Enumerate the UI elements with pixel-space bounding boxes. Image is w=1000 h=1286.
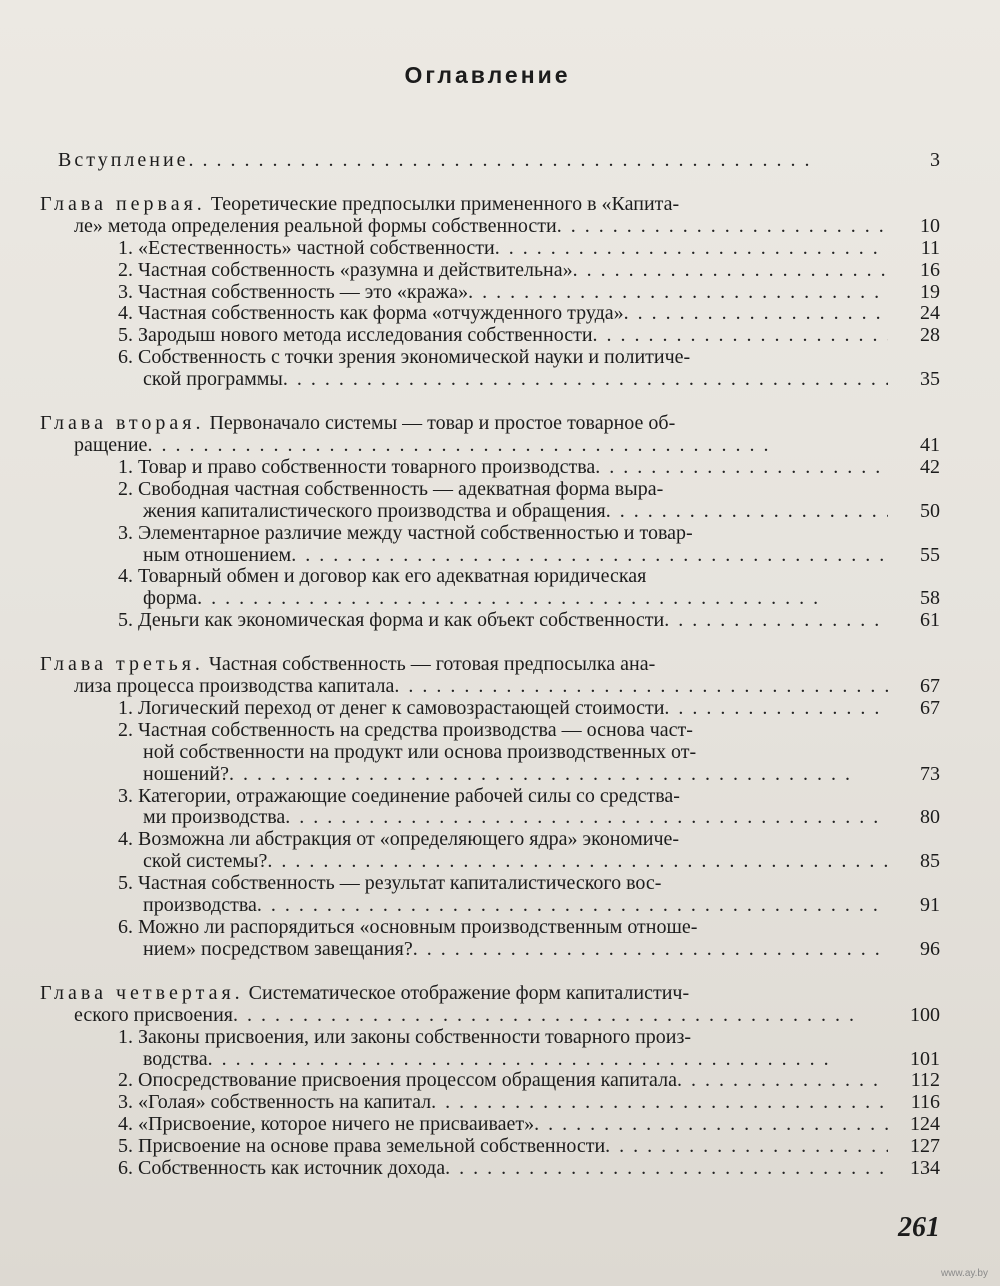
toc-line <box>40 303 940 325</box>
section-title-line: ношений? <box>143 762 229 785</box>
toc-line <box>40 1070 940 1092</box>
entry-text <box>118 479 663 501</box>
section-title-line: ной собственности на продукт или основа производственных от- <box>143 740 697 763</box>
intro-label: Вступление <box>58 149 189 171</box>
dot-leader <box>534 1114 888 1136</box>
section-title-line: Категории, отражающие соединение рабочей силы со средства- <box>138 784 680 807</box>
section-title-line: Частная собственность — результат капиталистического вос- <box>138 872 662 895</box>
section-title-line: Присвоение на основе права земельной собственности <box>138 1135 606 1158</box>
toc-line <box>40 413 940 435</box>
section-title-line: водства <box>143 1047 208 1070</box>
dot-leader <box>285 807 888 829</box>
toc-line <box>40 282 940 304</box>
toc-line <box>40 786 940 808</box>
section-number: 4. <box>118 565 133 588</box>
dot-leader <box>267 851 888 873</box>
page-ref: 19 <box>920 280 940 303</box>
toc-chapter <box>40 194 940 238</box>
section-number: 6. <box>118 1157 133 1180</box>
toc-section <box>40 917 940 961</box>
toc-section <box>40 457 940 479</box>
dot-leader <box>394 676 888 698</box>
section-number: 1. <box>118 696 133 719</box>
dot-leader <box>573 260 888 282</box>
entry-text <box>118 303 624 325</box>
toc-line <box>40 698 940 720</box>
toc-section <box>40 523 940 567</box>
toc-line <box>40 238 940 260</box>
toc-section <box>40 1027 940 1071</box>
chapter-title-line: Первоначало системы — товар и простое товарное об- <box>209 412 676 435</box>
toc-section <box>40 698 940 720</box>
section-number: 4. <box>118 302 133 325</box>
entry-text <box>118 1114 534 1136</box>
section-number: 4. <box>118 1113 133 1136</box>
page-ref: 28 <box>920 324 940 347</box>
page-ref: 67 <box>920 675 940 698</box>
section-title-line: Зародыш нового метода исследования собственности <box>138 324 593 347</box>
toc-line <box>40 523 940 545</box>
entry-text <box>143 1049 208 1071</box>
toc-line <box>40 1005 940 1027</box>
chapter-title-line: ращение <box>74 433 148 456</box>
toc-line <box>40 501 940 523</box>
toc-line <box>40 347 940 369</box>
page-ref: 3 <box>930 149 940 171</box>
page-ref: 61 <box>920 609 940 632</box>
toc-line <box>40 895 940 917</box>
page-ref: 35 <box>920 368 940 391</box>
entry-text <box>74 1005 233 1027</box>
entry-text <box>118 523 693 545</box>
dot-leader <box>624 303 888 325</box>
section-number: 6. <box>118 346 133 369</box>
dot-leader <box>593 325 888 347</box>
section-title-line: Возможна ли абстракция от «определяющего ядра» экономиче- <box>138 828 680 851</box>
dot-leader <box>664 698 888 720</box>
toc-line <box>40 983 940 1005</box>
page-ref: 73 <box>920 762 940 785</box>
entry-text <box>74 216 557 238</box>
toc-line <box>40 260 940 282</box>
entry-text <box>118 786 680 808</box>
section-title-line: жения капиталистического производства и обращения <box>143 499 606 522</box>
page-ref: 67 <box>920 696 940 719</box>
page-ref: 124 <box>910 1113 940 1136</box>
entry-text <box>118 1136 605 1158</box>
dot-leader <box>468 282 888 304</box>
entry-text <box>143 545 291 567</box>
entry-text <box>143 369 283 391</box>
section-title-line: Частная собственность как форма «отчужденного труда» <box>138 302 624 325</box>
section-title-line: Элементарное различие между частной собственностью и товар- <box>138 521 693 544</box>
toc-chapter <box>40 413 940 457</box>
entry-text <box>118 260 573 282</box>
toc-section <box>40 347 940 391</box>
dot-leader <box>677 1070 888 1092</box>
toc-line <box>40 1114 940 1136</box>
section-number: 1. <box>118 455 133 478</box>
toc-section <box>40 566 940 610</box>
dot-leader <box>445 1158 888 1180</box>
toc-chapter <box>40 654 940 698</box>
section-number: 1. <box>118 236 133 259</box>
page-ref: 41 <box>920 433 940 456</box>
toc-line <box>40 807 940 829</box>
entry-text <box>118 873 661 895</box>
entry-text <box>118 917 697 939</box>
toc-line <box>40 654 940 676</box>
dot-leader <box>557 216 888 238</box>
toc-line <box>40 939 940 961</box>
section-title-line: Опосредствование присвоения процессом обращения капитала <box>138 1069 677 1092</box>
dot-leader <box>257 895 888 917</box>
watermark: www.ay.by <box>940 1268 988 1279</box>
toc-line <box>40 216 940 238</box>
entry-text <box>118 1092 431 1114</box>
section-title-line: Товарный обмен и договор как его адекватная юридическая <box>138 565 647 588</box>
section-title-line: Законы присвоения, или законы собственности товарного произ- <box>138 1025 692 1048</box>
chapter-title-line: Систематическое отображение форм капиталистич- <box>248 981 690 1004</box>
section-title-line: Можно ли распорядиться «основным производственным отноше- <box>138 916 698 938</box>
entry-text <box>118 829 679 851</box>
entry-text <box>40 413 675 435</box>
dot-leader <box>595 457 888 479</box>
entry-text <box>143 807 285 829</box>
toc-line <box>40 676 940 698</box>
section-title-line: форма <box>143 587 198 610</box>
entry-text <box>118 610 664 632</box>
chapter-label: Глава первая. <box>40 192 206 215</box>
section-title-line: «Присвоение, которое ничего не присваивает» <box>138 1113 535 1136</box>
toc-section <box>40 1114 940 1136</box>
section-title-line: «Голая» собственность на капитал <box>138 1091 432 1114</box>
section-number: 2. <box>118 258 133 281</box>
toc-line <box>40 545 940 567</box>
page-ref: 55 <box>920 543 940 566</box>
toc-section <box>40 260 940 282</box>
dot-leader <box>413 939 888 961</box>
entry-text <box>118 1070 677 1092</box>
toc-line <box>40 1092 940 1114</box>
toc-line <box>40 1027 940 1049</box>
toc-section <box>40 786 940 830</box>
dot-leader <box>208 1049 888 1071</box>
entry-text <box>118 720 693 742</box>
section-number: 6. <box>118 916 133 938</box>
section-title-line: Логический переход от денег к самовозрастающей стоимости <box>138 696 665 719</box>
chapter-label: Глава третья. <box>40 653 204 676</box>
section-number: 5. <box>118 872 133 895</box>
toc-line <box>58 150 940 172</box>
entry-text <box>118 1158 445 1180</box>
entry-text <box>74 435 147 457</box>
section-title-line: Свободная частная собственность — адекватная форма выра- <box>138 477 664 500</box>
page-ref: 80 <box>920 806 940 829</box>
section-number: 3. <box>118 1091 133 1114</box>
dot-leader <box>495 238 888 260</box>
entry-text <box>143 895 257 917</box>
section-number: 5. <box>118 609 133 632</box>
toc-line <box>40 435 940 457</box>
toc-entry-intro <box>40 150 940 172</box>
page-ref: 112 <box>910 1069 940 1092</box>
entry-text <box>143 939 413 961</box>
section-number: 3. <box>118 784 133 807</box>
entry-text <box>118 347 690 369</box>
section-title-line: «Естественность» частной собственности <box>138 236 495 259</box>
section-title-line: Собственность как источник дохода <box>138 1157 446 1180</box>
page-ref: 134 <box>910 1157 940 1180</box>
entry-text <box>118 238 495 260</box>
toc-section <box>40 303 940 325</box>
entry-text <box>118 325 593 347</box>
chapter-label: Глава вторая. <box>40 412 205 435</box>
toc-section <box>40 238 940 260</box>
dot-leader <box>229 764 888 786</box>
section-number: 3. <box>118 280 133 303</box>
page-ref: 101 <box>910 1047 940 1070</box>
toc-section <box>40 282 940 304</box>
toc-section <box>40 829 940 873</box>
toc-section <box>40 1070 940 1092</box>
toc-section <box>40 1092 940 1114</box>
section-title-line: ской программы <box>143 368 283 391</box>
dot-leader <box>291 545 888 567</box>
entry-text <box>143 764 229 786</box>
entry-text <box>118 698 664 720</box>
dot-leader <box>189 150 888 172</box>
toc-line <box>40 325 940 347</box>
chapter-title-line: ле» метода определения реальной формы собственности <box>74 214 557 237</box>
toc-line <box>40 1136 940 1158</box>
toc-line <box>40 479 940 501</box>
toc-line <box>40 369 940 391</box>
toc-line <box>40 720 940 742</box>
entry-text <box>143 501 606 523</box>
section-title-line: Деньги как экономическая форма и как объект собственности <box>138 609 665 632</box>
section-number: 5. <box>118 1135 133 1158</box>
toc-section <box>40 610 940 632</box>
page-ref: 127 <box>910 1135 940 1158</box>
page-title: Оглавление <box>404 62 571 88</box>
page-ref: 58 <box>920 587 940 610</box>
toc-section <box>40 325 940 347</box>
dot-leader <box>147 435 888 457</box>
page-ref: 96 <box>920 937 940 960</box>
toc-section <box>40 720 940 786</box>
page-ref: 10 <box>920 214 940 237</box>
dot-leader <box>606 501 888 523</box>
entry-text <box>143 742 696 764</box>
toc-line <box>40 457 940 479</box>
entry-text <box>40 654 655 676</box>
section-title-line: Частная собственность «разумна и действительна» <box>138 258 573 281</box>
entry-text <box>74 676 394 698</box>
entry-text <box>143 851 267 873</box>
section-number: 5. <box>118 324 133 347</box>
entry-text <box>118 282 468 304</box>
section-number: 2. <box>118 477 133 500</box>
toc-line <box>40 588 940 610</box>
section-number: 3. <box>118 521 133 544</box>
section-title-line: Собственность с точки зрения экономической науки и политиче- <box>138 346 691 369</box>
page-ref: 24 <box>920 302 940 325</box>
toc-line <box>40 1158 940 1180</box>
dot-leader <box>283 369 888 391</box>
chapter-label: Глава четвертая. <box>40 981 244 1004</box>
section-title-line: производства <box>143 894 257 917</box>
page-ref: 116 <box>910 1091 940 1114</box>
page-ref: 85 <box>920 850 940 873</box>
toc-section <box>40 873 940 917</box>
dot-leader <box>605 1136 888 1158</box>
dot-leader <box>664 610 888 632</box>
toc-line <box>40 829 940 851</box>
page-ref: 91 <box>920 894 940 917</box>
page-ref: 16 <box>920 258 940 281</box>
toc-line <box>40 917 940 939</box>
table-of-contents <box>40 150 940 1180</box>
page-ref: 100 <box>910 1003 940 1026</box>
toc-line <box>40 764 940 786</box>
entry-text <box>58 150 189 172</box>
toc-line <box>40 610 940 632</box>
chapter-title-line: лиза процесса производства капитала <box>74 675 395 698</box>
entry-text <box>143 588 197 610</box>
toc-line <box>40 1049 940 1071</box>
chapter-title-line: Теоретические предпосылки примененного в «Капита- <box>210 192 680 215</box>
entry-text <box>40 983 689 1005</box>
toc-line <box>40 873 940 895</box>
entry-text <box>118 457 595 479</box>
section-number: 2. <box>118 1069 133 1092</box>
toc-section <box>40 1158 940 1180</box>
toc-section <box>40 479 940 523</box>
section-title-line: Частная собственность — это «кража» <box>138 280 469 303</box>
page-ref: 11 <box>920 236 940 259</box>
chapter-title-line: еского присвоения <box>74 1003 233 1026</box>
section-title-line: нием» посредством завещания? <box>143 937 413 960</box>
toc-line <box>40 851 940 873</box>
section-number: 4. <box>118 828 133 851</box>
entry-text <box>40 194 679 216</box>
section-title-line: ным отношением <box>143 543 292 566</box>
toc-chapter <box>40 983 940 1027</box>
dot-leader <box>197 588 888 610</box>
section-title-line: ской системы? <box>143 850 268 873</box>
dot-leader <box>233 1005 888 1027</box>
section-title-line: Частная собственность на средства производства — основа част- <box>138 718 693 741</box>
section-title-line: ми производства <box>143 806 286 829</box>
toc-line <box>40 742 940 764</box>
dot-leader <box>431 1092 888 1114</box>
page-ref: 50 <box>920 499 940 522</box>
section-number: 2. <box>118 718 133 741</box>
entry-text <box>118 566 646 588</box>
toc-line <box>40 566 940 588</box>
chapter-title-line: Частная собственность — готовая предпосылка ана- <box>208 653 656 676</box>
entry-text <box>118 1027 691 1049</box>
toc-line <box>40 194 940 216</box>
section-title-line: Товар и право собственности товарного производства <box>138 455 596 478</box>
page-ref: 42 <box>920 455 940 478</box>
toc-section <box>40 1136 940 1158</box>
section-number: 1. <box>118 1025 133 1048</box>
page-number: 261 <box>898 1212 940 1243</box>
